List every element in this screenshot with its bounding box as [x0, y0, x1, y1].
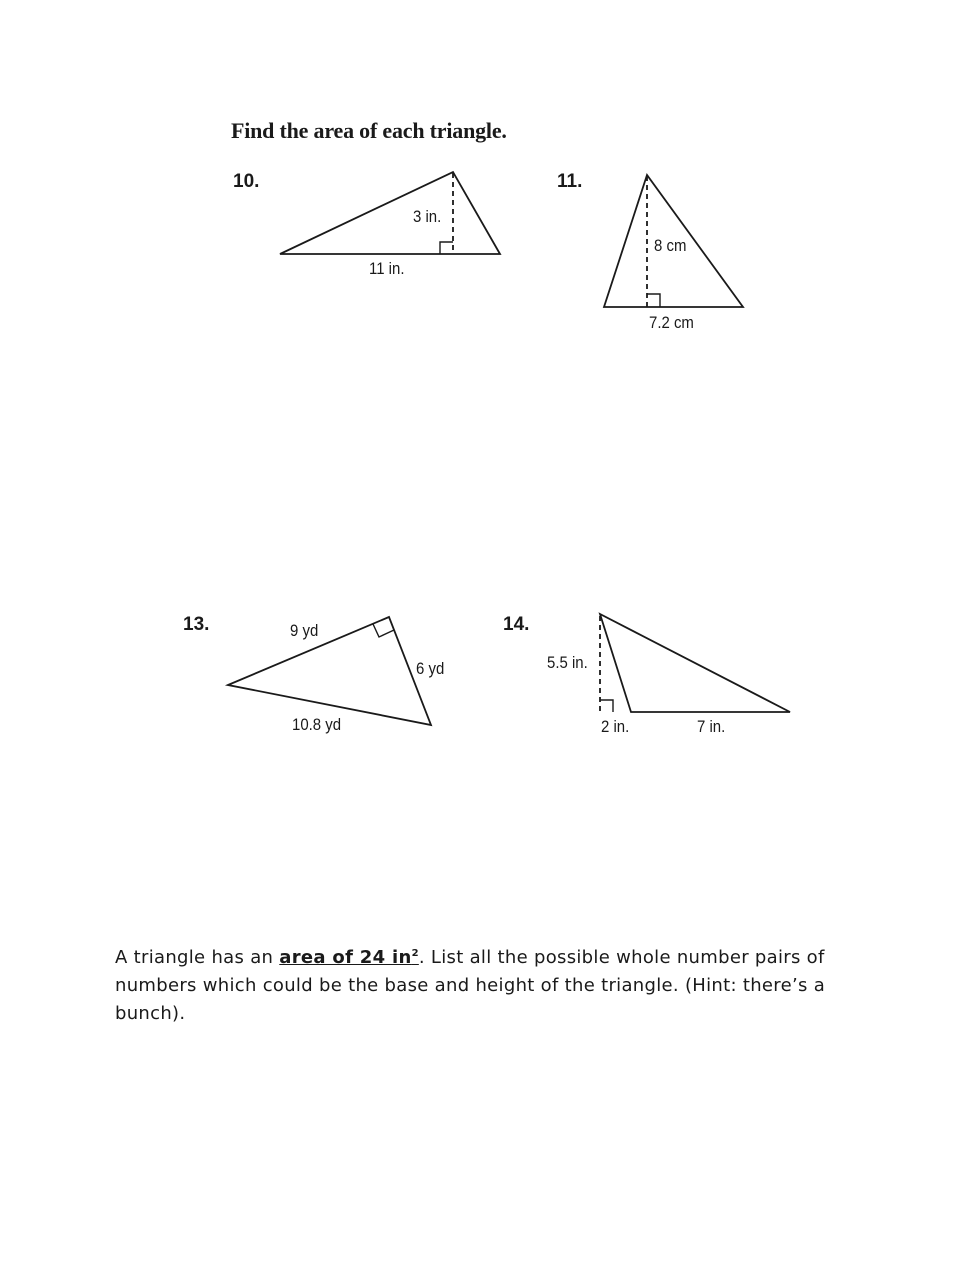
height-label-11: 8 cm	[654, 236, 687, 255]
task-emphasis: area of 24 $in^2$	[279, 947, 419, 968]
problem-number-11: 11.	[557, 171, 583, 192]
extension-label-14: 2 in.	[601, 717, 630, 736]
area-24-task	[115, 940, 875, 1028]
triangle-13	[228, 617, 431, 725]
right-angle-mark-10	[440, 242, 453, 254]
problem-number-14: 14.	[503, 614, 530, 635]
problem-number-10: 10.	[233, 171, 260, 192]
base-label-14: 7 in.	[697, 717, 726, 736]
problem-number-13: 13.	[183, 614, 210, 635]
worksheet-heading: Find the area of each triangle.	[231, 118, 507, 143]
triangle-10	[280, 172, 500, 254]
height-label-14: 5.5 in.	[547, 653, 588, 672]
task-exponent: 2	[411, 948, 419, 959]
base-label-10: 11 in.	[369, 259, 405, 278]
task-intro: A triangle has an	[115, 947, 280, 968]
base-label-11: 7.2 cm	[649, 313, 694, 332]
height-label-10: 3 in.	[413, 207, 442, 226]
side-label-bottom-13: 10.8 yd	[292, 715, 342, 734]
right-angle-mark-11	[647, 294, 660, 307]
task-rest: . List all the possible whole number pairs of numbers which could be the base and height of the triangle. (Hint: there’s a bunch).	[115, 947, 826, 1024]
side-label-right-13: 6 yd	[416, 659, 445, 678]
right-angle-mark-14	[600, 700, 613, 712]
right-angle-mark-13	[373, 624, 394, 637]
side-label-top-13: 9 yd	[290, 621, 319, 640]
triangle-14	[600, 614, 790, 712]
